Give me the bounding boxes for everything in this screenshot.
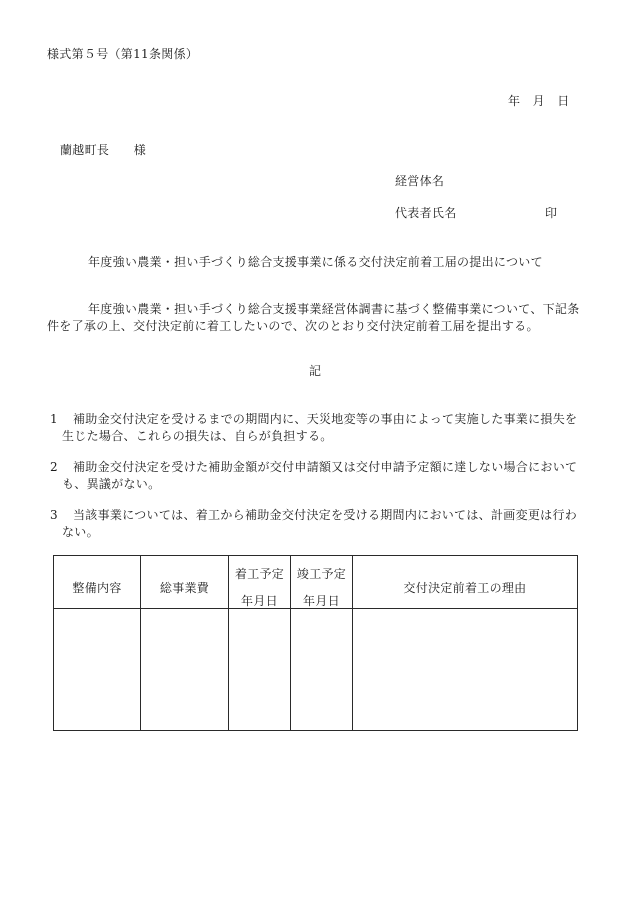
table-cell-start-date (229, 609, 291, 731)
condition-text-line: 補助金交付決定を受けるまでの期間内に、天災地変等の事由によって実施した事業に損失を (73, 412, 578, 426)
entity-name-label: 経営体名 (395, 174, 445, 188)
header-label: 竣工予定 (296, 567, 347, 581)
table-header-reason (353, 556, 578, 609)
ki-heading: 記 (309, 364, 322, 378)
header-label: 着工予定 (234, 567, 285, 581)
form-table (53, 555, 578, 731)
condition-text-line: 生じた場合、これらの損失は、自らが負担する。 (62, 429, 333, 443)
table-row (54, 609, 578, 731)
condition-number: 2 (50, 460, 58, 474)
condition-item (0, 507, 630, 541)
table-cell-completion-date (291, 609, 353, 731)
header-label: 整備内容 (72, 580, 122, 595)
table-header-row (54, 556, 578, 609)
seal-mark: 印 (545, 206, 558, 220)
header-label: 交付決定前着工の理由 (403, 580, 527, 595)
header-label: 総事業費 (159, 580, 210, 595)
table-cell-reason (353, 609, 578, 731)
condition-text-line: 当該事業については、着工から補助金交付決定を受ける期間内においては、計画変更は行わ (73, 508, 578, 522)
table-header-total-cost (141, 556, 229, 609)
header-label: 年月日 (303, 594, 340, 608)
form-number-label: 様式第５号（第11条関係） (47, 47, 199, 61)
condition-text-line: も、異議がない。 (62, 477, 161, 491)
condition-number: 1 (50, 412, 58, 426)
condition-text-line: ない。 (62, 525, 99, 539)
date-line: 年 月 日 (508, 94, 570, 108)
body-text-line: 件を了承の上、交付決定前に着工したいので、次のとおり交付決定前着工届を提出する。 (47, 319, 539, 333)
condition-item (0, 411, 630, 445)
addressee: 蘭越町長 様 (60, 143, 147, 157)
representative-name-label: 代表者氏名 (395, 206, 457, 220)
table-cell-total-cost (141, 609, 229, 731)
table-header-work-content (54, 556, 141, 609)
table-cell-work-content (54, 609, 141, 731)
condition-item (0, 459, 630, 493)
body-text-line: 年度強い農業・担い手づくり総合支援事業経営体調書に基づく整備事業について、下記条 (88, 302, 580, 316)
condition-number: 3 (50, 508, 58, 522)
document-title: 年度強い農業・担い手づくり総合支援事業に係る交付決定前着工届の提出について (88, 255, 543, 269)
table-header-completion-date (291, 556, 353, 609)
condition-text-line: 補助金交付決定を受けた補助金額が交付申請額又は交付申請予定額に達しない場合において (73, 460, 578, 474)
table-header-start-date (229, 556, 291, 609)
header-label: 年月日 (241, 594, 278, 608)
